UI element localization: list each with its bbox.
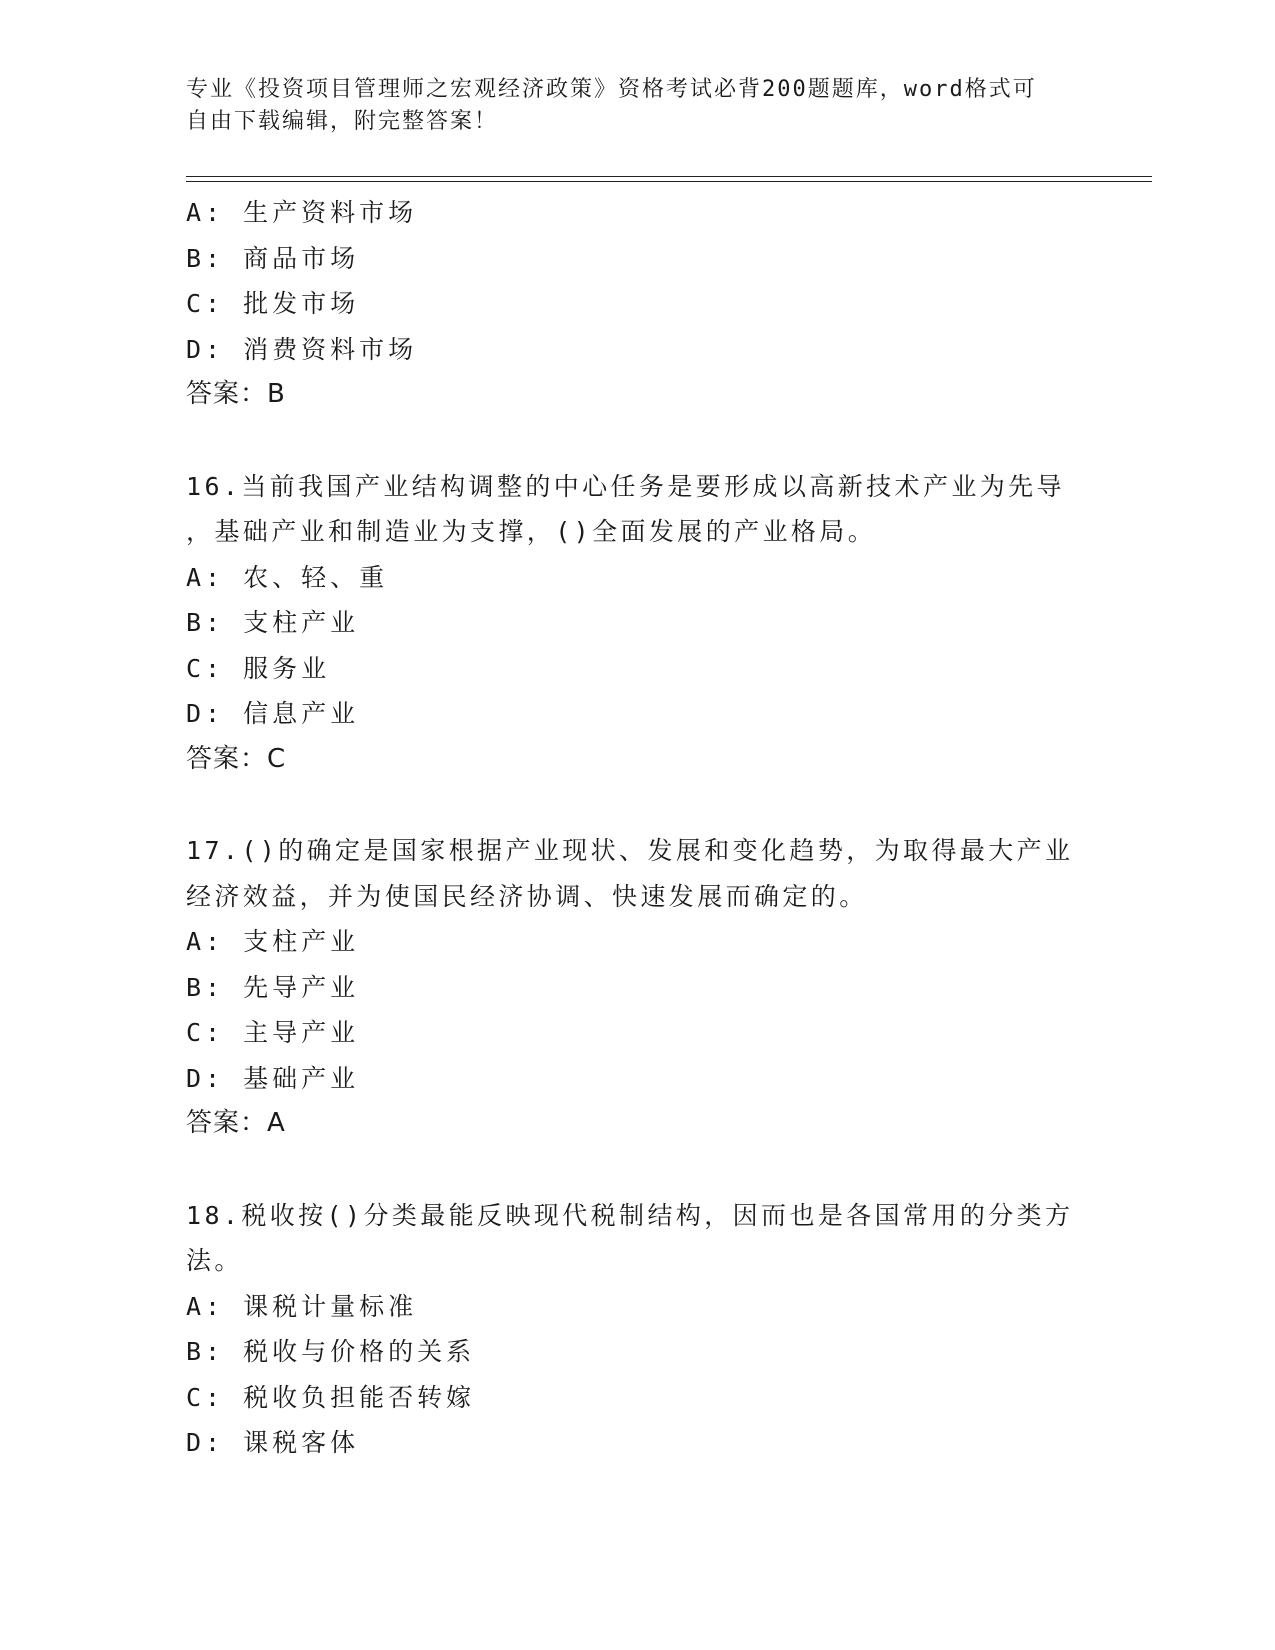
question-18-text-line-1: 18.税收按()分类最能反映现代税制结构，因而也是各国常用的分类方 (186, 1200, 1074, 1230)
header-divider-bottom (186, 181, 1152, 182)
option-b: B: 支柱产业 (186, 608, 360, 637)
answer-line: 答案：C (186, 743, 287, 774)
option-d: D: 信息产业 (186, 699, 360, 728)
option-d: D: 课税客体 (186, 1428, 360, 1457)
answer-line: 答案：A (186, 1108, 286, 1138)
header-line-1: 专业《投资项目管理师之宏观经济政策》资格考试必背200题题库，word格式可 (186, 77, 1037, 102)
option-b: B: 商品市场 (186, 243, 360, 273)
question-content (186, 190, 1086, 1466)
option-a: A: 生产资料市场 (186, 198, 418, 227)
option-a: A: 课税计量标准 (186, 1291, 418, 1321)
option-c: C: 主导产业 (186, 1018, 360, 1047)
question-17-text-line-1: 17.()的确定是国家根据产业现状、发展和变化趋势，为取得最大产业 (186, 836, 1074, 865)
option-c: C: 批发市场 (186, 289, 360, 318)
option-d: D: 消费资料市场 (186, 334, 418, 364)
option-c: C: 服务业 (186, 653, 331, 683)
question-16-text-line-1: 16.当前我国产业结构调整的中心任务是要形成以高新技术产业为先导 (186, 471, 1065, 501)
answer-line: 答案：B (186, 379, 286, 409)
option-b: B: 先导产业 (186, 972, 360, 1002)
document-header (186, 74, 1086, 138)
option-d: D: 基础产业 (186, 1063, 360, 1093)
option-c: C: 税收负担能否转嫁 (186, 1382, 476, 1412)
option-a: A: 农、轻、重 (186, 562, 389, 592)
question-16-text-line-2: ，基础产业和制造业为支撑，()全面发展的产业格局。 (186, 517, 877, 546)
option-a: A: 支柱产业 (186, 927, 360, 956)
option-b: B: 税收与价格的关系 (186, 1337, 476, 1366)
header-line-2: 自由下载编辑，附完整答案！ (186, 109, 499, 134)
question-17-text-line-2: 经济效益，并为使国民经济协调、快速发展而确定的。 (186, 881, 868, 911)
header-divider-top (186, 176, 1152, 177)
question-18-text-line-2: 法。 (186, 1246, 243, 1275)
